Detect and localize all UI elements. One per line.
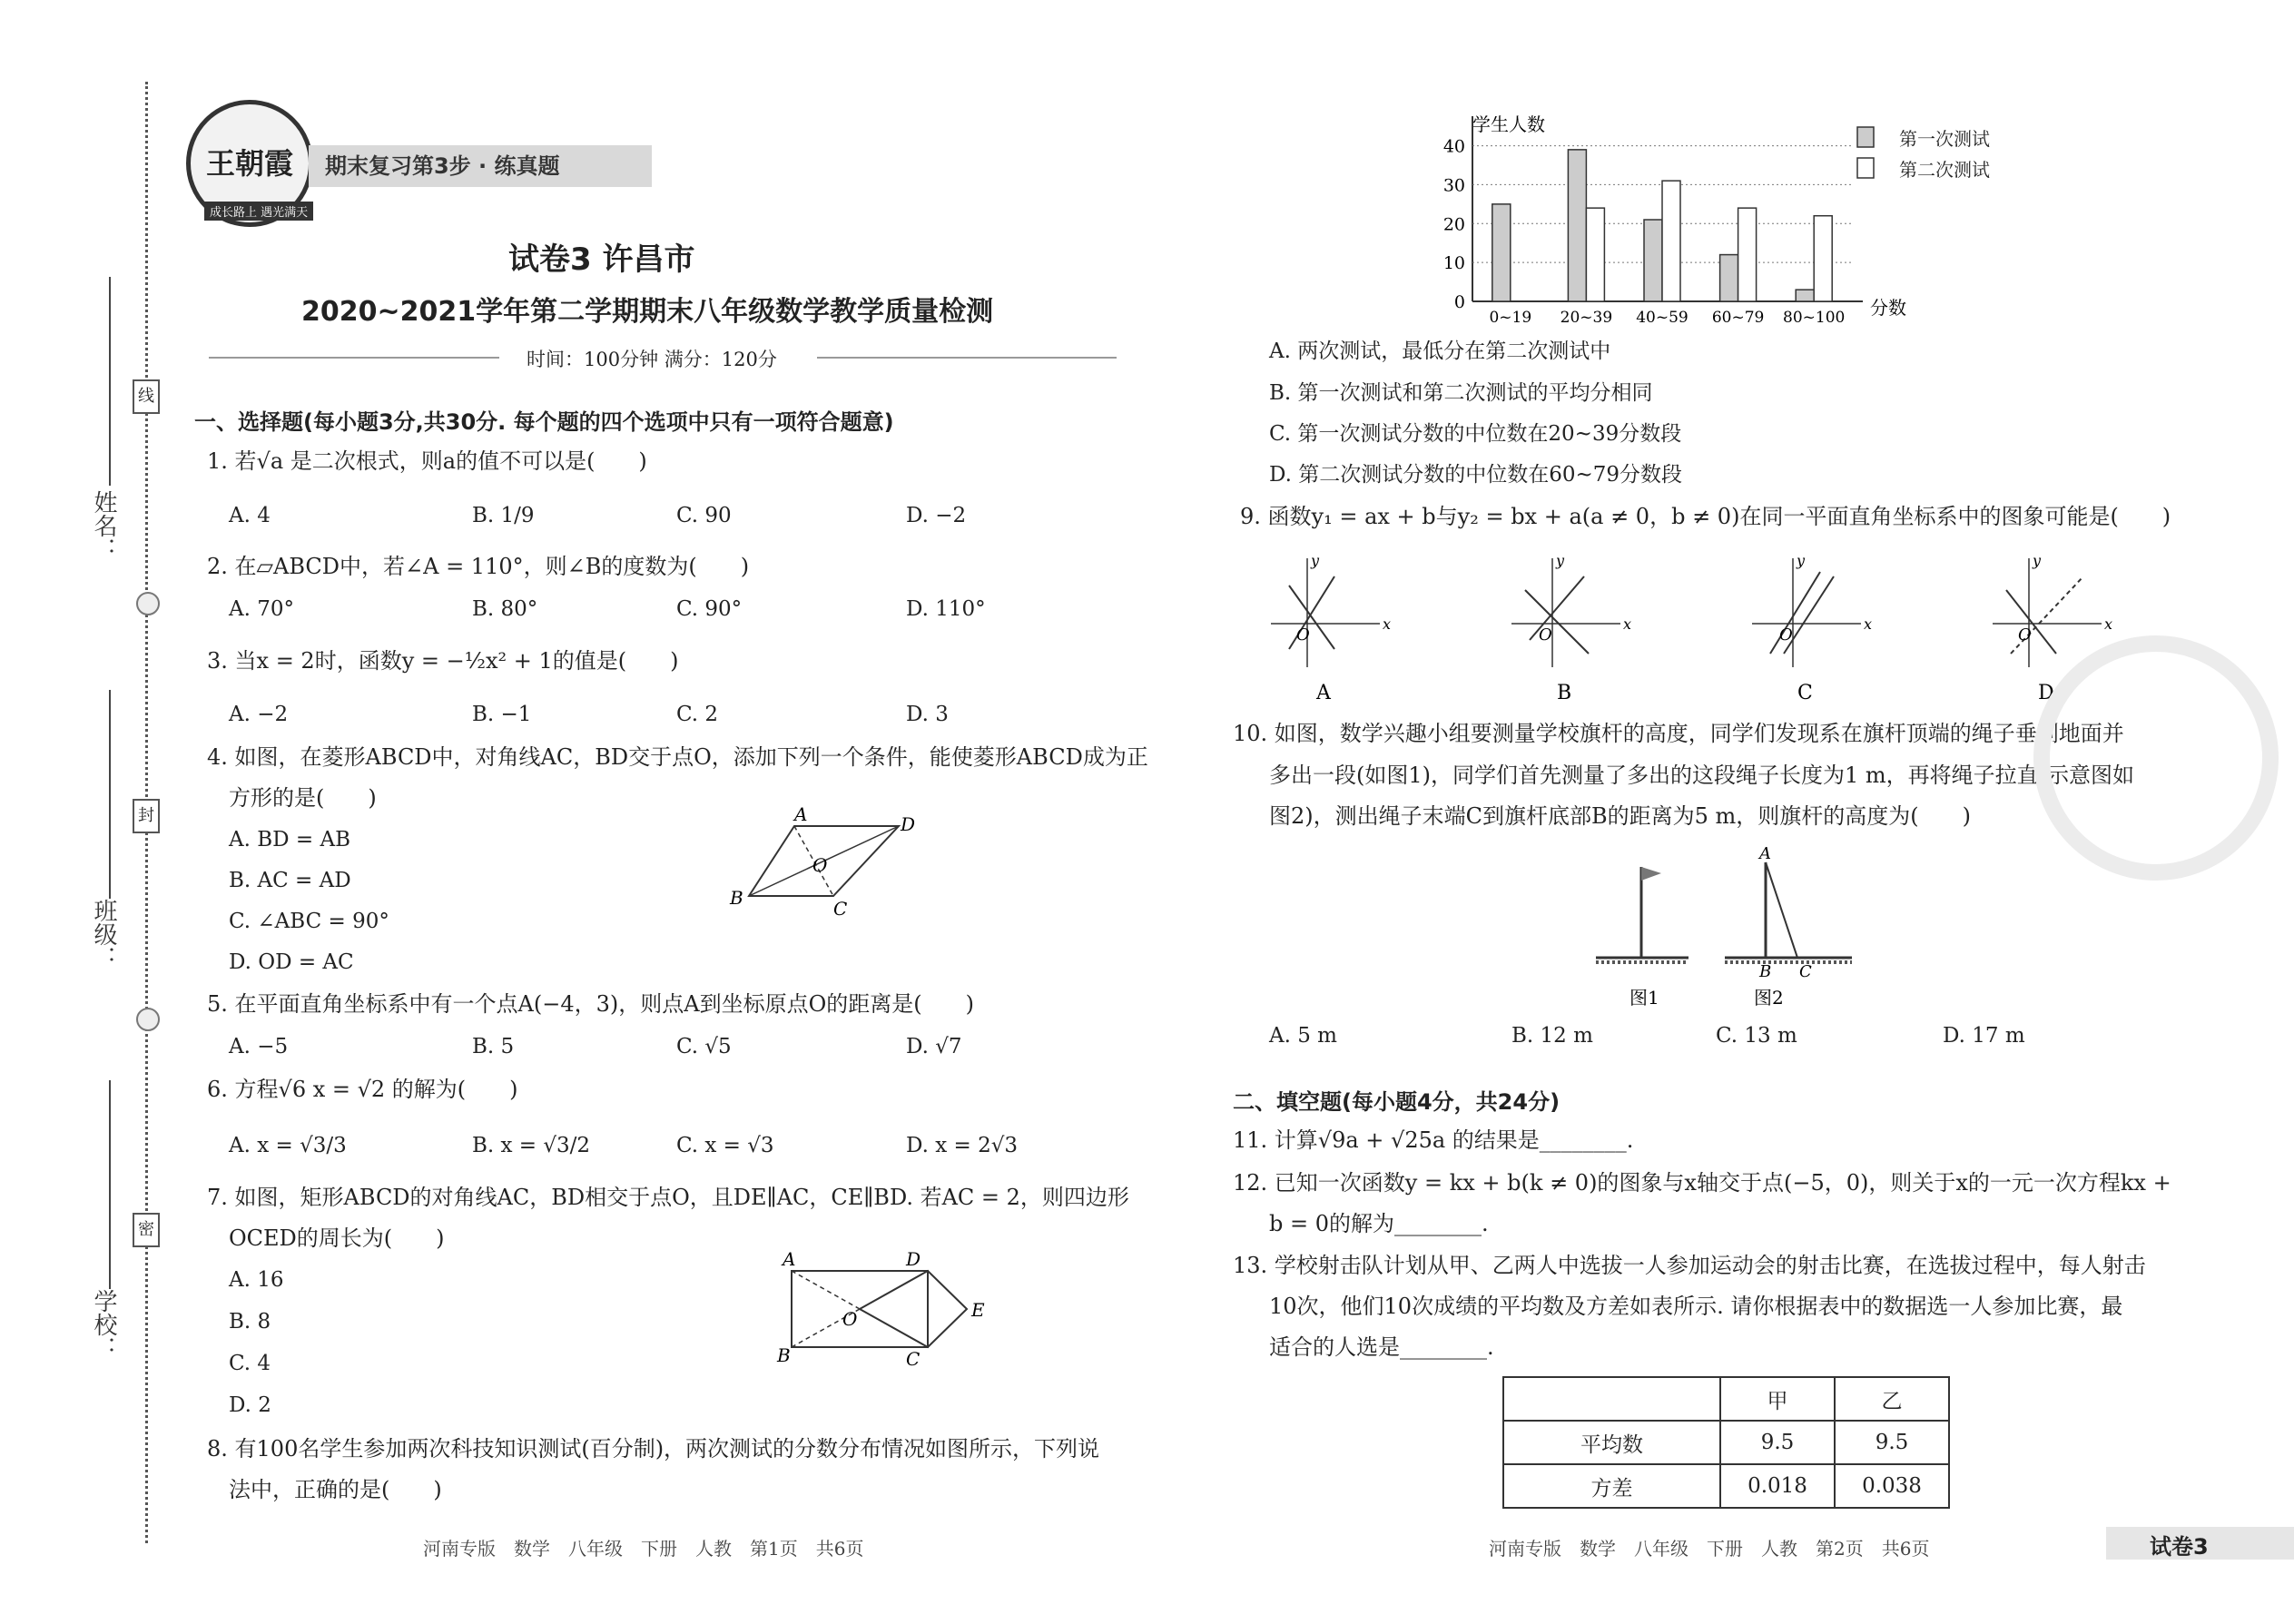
- svg-text:O: O: [1296, 625, 1310, 645]
- bar-2-2: [1586, 208, 1604, 301]
- q9-graph-b[interactable]: [1502, 549, 1632, 704]
- label-o: O: [842, 1308, 858, 1330]
- q8-option-d[interactable]: D. 第二次测试分数的中位数在60~79分数段: [1269, 463, 1683, 487]
- q3-option-c[interactable]: C. 2: [676, 703, 719, 726]
- figure-2-caption: 图2: [1754, 987, 1784, 1009]
- q4-option-c[interactable]: C. ∠ABC = 90°: [229, 910, 389, 933]
- q7-option-b[interactable]: B. 8: [229, 1310, 271, 1334]
- bar-2-3: [1662, 181, 1680, 301]
- stats-table: [1502, 1376, 1950, 1509]
- page-title: 试卷3 许昌市: [508, 241, 695, 278]
- question-10-cont: 多出一段(如图1)，同学们首先测量了多出的这段绳子长度为1 m，再将绳子拉直(示意图如: [1269, 763, 2135, 788]
- brand-slogan: 成长路上 遇光满天: [204, 202, 313, 221]
- svg-text:x: x: [1623, 615, 1632, 633]
- class-label: 班级：: [90, 899, 117, 969]
- question-8-cont: 法中，正确的是( ): [229, 1477, 442, 1502]
- q4-option-b[interactable]: B. AC = AD: [229, 869, 351, 892]
- x-tick-label: 80~100: [1783, 309, 1846, 327]
- q1-option-b[interactable]: B. 1/9: [472, 504, 535, 527]
- chart-ylabel: 学生人数: [1472, 113, 1545, 135]
- bar-1-4: [1720, 255, 1738, 301]
- question-5: 5. 在平面直角坐标系中有一个点A(−4，3)，则点A到坐标原点O的距离是( ): [207, 991, 974, 1017]
- chart-bars: [1492, 150, 1832, 301]
- chart-xlabel: 分数: [1870, 297, 1906, 319]
- footer-left: 河南专版 数学 八年级 下册 人教 第1页 共6页: [423, 1538, 864, 1560]
- exam-subtitle: 2020~2021学年第二学期期末八年级数学教学质量检测: [301, 296, 994, 328]
- footer-tag-label: 试卷3: [2150, 1534, 2209, 1560]
- q5-option-a[interactable]: A. −5: [229, 1035, 289, 1058]
- table-cell: 0.038: [1835, 1464, 1949, 1508]
- question-4-cont: 方形的是( ): [229, 785, 377, 811]
- label-e: E: [971, 1299, 985, 1321]
- legend-swatch: [1857, 127, 1874, 147]
- class-field-line[interactable]: [109, 690, 111, 899]
- q7-option-a[interactable]: A. 16: [229, 1268, 284, 1292]
- figure-1-caption: 图1: [1629, 987, 1659, 1009]
- question-11: 11. 计算√9a + √25a 的结果是________.: [1233, 1127, 1634, 1153]
- rhombus-figure: [726, 799, 926, 926]
- question-8: 8. 有100名学生参加两次科技知识测试(百分制)，两次测试的分数分布情况如图所示，下列说: [207, 1436, 1100, 1462]
- legend-label: 第二次测试: [1899, 159, 1990, 181]
- q2-option-b[interactable]: B. 80°: [472, 597, 538, 621]
- table-cell: 方差: [1503, 1464, 1720, 1508]
- svg-text:O: O: [1539, 625, 1552, 645]
- q3-option-b[interactable]: B. −1: [472, 703, 532, 726]
- q8-option-c[interactable]: C. 第一次测试分数的中位数在20~39分数段: [1269, 422, 1682, 446]
- graph-label-d: D: [2038, 682, 2054, 704]
- y-tick-label: 40: [1442, 136, 1465, 157]
- school-label: 学校：: [90, 1289, 117, 1360]
- q9-graph-a[interactable]: [1262, 549, 1392, 704]
- label-d: D: [906, 1248, 921, 1270]
- q6-option-b[interactable]: B. x = √3/2: [472, 1134, 591, 1157]
- rectangle-figure: [772, 1244, 1008, 1371]
- table-cell: 9.5: [1720, 1421, 1835, 1464]
- q2-option-d[interactable]: D. 110°: [906, 597, 986, 621]
- svg-text:B: B: [1759, 962, 1772, 981]
- table-cell: [1503, 1377, 1720, 1421]
- bar-1-1: [1492, 204, 1511, 301]
- q6-option-a[interactable]: A. x = √3/3: [229, 1134, 347, 1157]
- label-b: B: [730, 887, 743, 909]
- question-12: 12. 已知一次函数y = kx + b(k ≠ 0)的图象与x轴交于点(−5，0)，则关于x的一元一次方程kx +: [1233, 1170, 2171, 1196]
- q9-graph-c[interactable]: [1743, 549, 1873, 704]
- flower-icon: [136, 1008, 160, 1031]
- question-13: 13. 学校射击队计划从甲、乙两人中选拔一人参加运动会的射击比赛，在选拔过程中，每人射击: [1233, 1253, 2146, 1278]
- question-6: 6. 方程√6 x = √2 的解为( ): [207, 1077, 518, 1102]
- seal-mark-secret: 密: [133, 1213, 160, 1247]
- q2-option-a[interactable]: A. 70°: [229, 597, 294, 621]
- svg-text:y: y: [1556, 552, 1565, 569]
- label-a: A: [794, 803, 808, 825]
- table-cell: 平均数: [1503, 1421, 1720, 1464]
- score-distribution-chart: [1434, 109, 1906, 331]
- flower-icon: [136, 592, 160, 615]
- y-tick-label: 0: [1453, 292, 1465, 312]
- q2-option-c[interactable]: C. 90°: [676, 597, 743, 621]
- legend-label: 第一次测试: [1899, 128, 1990, 150]
- q8-option-a[interactable]: A. 两次测试，最低分在第二次测试中: [1269, 340, 1611, 363]
- school-field-line[interactable]: [109, 1080, 111, 1289]
- question-13-cont2: 适合的人选是________.: [1269, 1334, 1494, 1360]
- label-o: O: [812, 854, 828, 876]
- q7-option-d[interactable]: D. 2: [229, 1393, 271, 1417]
- bar-1-3: [1644, 220, 1662, 301]
- q6-option-d[interactable]: D. x = 2√3: [906, 1134, 1019, 1157]
- label-c: C: [906, 1348, 921, 1370]
- question-7-cont: OCED的周长为( ): [229, 1225, 445, 1251]
- chart-legend: [1857, 127, 1874, 178]
- question-13-cont: 10次，他们10次成绩的平均数及方差如表所示. 请你根据表中的数据选一人参加比赛，最: [1269, 1294, 2123, 1319]
- q7-option-c[interactable]: C. 4: [229, 1352, 271, 1375]
- table-cell: 9.5: [1835, 1421, 1949, 1464]
- svg-text:x: x: [1383, 615, 1392, 633]
- secret-watermark-icon: [2033, 635, 2279, 881]
- y-tick-label: 20: [1442, 214, 1465, 235]
- seal-mark-seal: 封: [133, 799, 160, 833]
- q6-option-c[interactable]: C. x = √3: [676, 1134, 774, 1157]
- bar-1-5: [1796, 290, 1814, 301]
- svg-text:y: y: [1797, 552, 1806, 569]
- seal-mark-line: 线: [133, 379, 160, 414]
- question-7: 7. 如图，矩形ABCD的对角线AC，BD相交于点O，且DE∥AC，CE∥BD. 若AC = 2，则四边形: [207, 1185, 1129, 1210]
- label-d: D: [901, 813, 916, 835]
- svg-text:x: x: [2104, 615, 2113, 633]
- q3-option-a[interactable]: A. −2: [229, 703, 289, 726]
- svg-text:x: x: [1864, 615, 1873, 633]
- table-cell: 甲: [1720, 1377, 1835, 1421]
- q5-option-d[interactable]: D. √7: [906, 1035, 962, 1058]
- svg-text:y: y: [2033, 552, 2042, 569]
- x-tick-label: 20~39: [1560, 309, 1613, 327]
- label-a: A: [783, 1248, 796, 1270]
- q5-option-b[interactable]: B. 5: [472, 1035, 515, 1058]
- svg-text:O: O: [2018, 625, 2032, 645]
- table-cell: 乙: [1835, 1377, 1949, 1421]
- name-field-line[interactable]: [109, 277, 111, 486]
- q8-option-b[interactable]: B. 第一次测试和第二次测试的平均分相同: [1269, 381, 1653, 405]
- legend-swatch: [1857, 158, 1874, 178]
- table-row: [1503, 1421, 1949, 1464]
- bar-2-4: [1738, 208, 1757, 301]
- svg-text:O: O: [1779, 625, 1793, 645]
- question-4: 4. 如图，在菱形ABCD中，对角线AC，BD交于点O，添加下列一个条件，能使菱形ABCD成为正: [207, 744, 1148, 770]
- graph-label-a: A: [1316, 682, 1331, 704]
- svg-text:C: C: [1799, 962, 1812, 981]
- question-12-cont: b = 0的解为________.: [1269, 1211, 1489, 1236]
- question-10-cont2: 图2)，测出绳子末端C到旗杆底部B的距离为5 m，则旗杆的高度为( ): [1269, 803, 1972, 829]
- q1-option-a[interactable]: A. 4: [229, 504, 271, 527]
- x-tick-label: 60~79: [1711, 309, 1765, 327]
- divider: [209, 357, 499, 359]
- table-row: [1503, 1464, 1949, 1508]
- q1-option-c[interactable]: C. 90: [676, 504, 732, 527]
- q3-option-d[interactable]: D. 3: [906, 703, 949, 726]
- question-1: 1. 若√a 是二次根式，则a的值不可以是( ): [207, 448, 647, 474]
- exam-info: 时间：100分钟 满分：120分: [527, 349, 777, 370]
- x-tick-label: 0~19: [1489, 309, 1532, 327]
- question-3: 3. 当x = 2时，函数y = −½x² + 1的值是( ): [207, 648, 679, 674]
- section-heading: 二、填空题(每小题4分，共24分): [1233, 1089, 1561, 1115]
- question-2: 2. 在▱ABCD中，若∠A = 110°，则∠B的度数为( ): [207, 554, 750, 579]
- question-10: 10. 如图，数学兴趣小组要测量学校旗杆的高度，同学们发现系在旗杆顶端的绳子垂到地面并: [1233, 721, 2124, 746]
- q10-option-a[interactable]: A. 5 m: [1269, 1024, 1337, 1048]
- section-banner: 期末复习第3步 · 练真题: [309, 145, 652, 187]
- footer-right: 河南专版 数学 八年级 下册 人教 第2页 共6页: [1489, 1538, 1930, 1560]
- divider: [817, 357, 1117, 359]
- q5-option-c[interactable]: C. √5: [676, 1035, 732, 1058]
- label-b: B: [777, 1344, 791, 1366]
- section-heading: 一、选择题(每小题3分,共30分. 每个题的四个选项中只有一项符合题意): [194, 409, 894, 435]
- binding-margin: [0, 0, 163, 1624]
- svg-text:A: A: [1759, 844, 1771, 863]
- name-label: 姓名：: [90, 490, 117, 561]
- bar-1-2: [1568, 150, 1586, 301]
- q10-option-b[interactable]: B. 12 m: [1511, 1024, 1593, 1048]
- x-tick-label: 40~59: [1636, 309, 1689, 327]
- q1-option-d[interactable]: D. −2: [906, 504, 967, 527]
- bar-2-5: [1814, 216, 1832, 301]
- graph-label-b: B: [1557, 682, 1572, 704]
- q10-option-c[interactable]: C. 13 m: [1716, 1024, 1797, 1048]
- y-tick-label: 30: [1442, 175, 1465, 196]
- q10-option-d[interactable]: D. 17 m: [1943, 1024, 2025, 1048]
- brand-name: 王朝霞: [205, 146, 293, 181]
- question-9: 9. 函数y₁ = ax + b与y₂ = bx + a(a ≠ 0，b ≠ 0)在同一平面直角坐标系中的图象可能是( ): [1240, 504, 2171, 529]
- label-c: C: [833, 898, 848, 920]
- y-tick-label: 10: [1442, 253, 1465, 274]
- q4-option-a[interactable]: A. BD = AB: [229, 828, 350, 851]
- graph-label-c: C: [1797, 682, 1813, 704]
- svg-text:y: y: [1311, 552, 1320, 569]
- table-cell: 0.018: [1720, 1464, 1835, 1508]
- table-header-row: [1503, 1377, 1949, 1421]
- q4-option-d[interactable]: D. OD = AC: [229, 950, 354, 974]
- flagpole-figure: [1589, 844, 1861, 1012]
